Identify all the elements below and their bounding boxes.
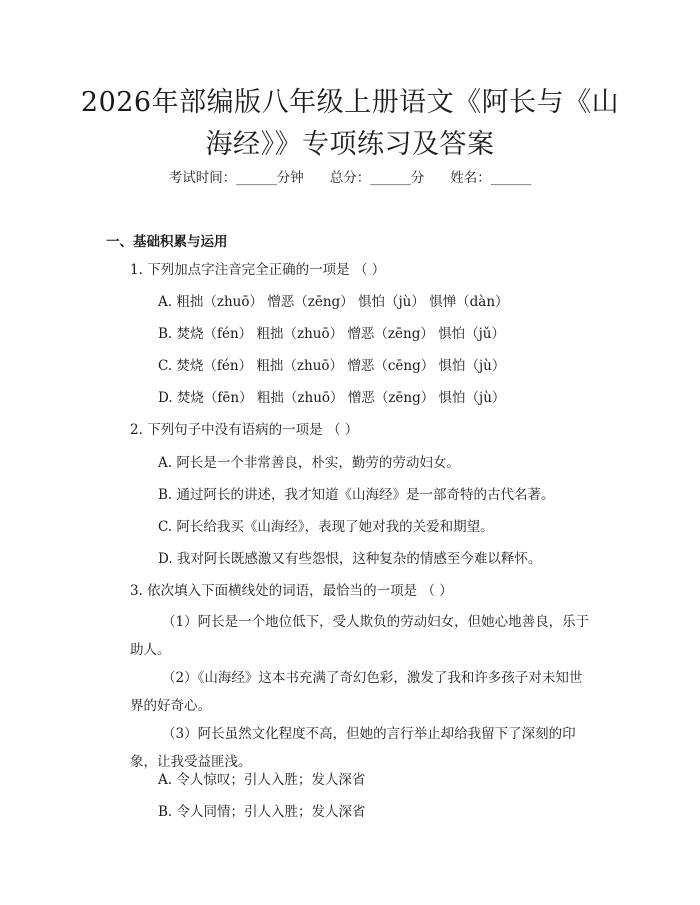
question-1-option-c: C. 焚烧（fén） 粗拙（zhuō） 憎恶（cēng） 惧怕（jù）: [158, 358, 506, 374]
question-2-option-b: B. 通过阿长的讲述，我才知道《山海经》是一部奇特的古代名著。: [158, 487, 555, 503]
question-3-paragraph-3: （3）阿长虽然文化程度不高，但她的言行举止却给我留下了深刻的印象，让我受益匪浅。: [130, 726, 576, 770]
exam-name: 姓名：______: [450, 170, 532, 186]
exam-score: 总分：______分: [329, 170, 425, 186]
question-3-paragraph-2: （2）《山海经》这本书充满了奇幻色彩，激发了我和许多孩子对未知世界的好奇心。: [130, 670, 583, 714]
question-1-option-a: A. 粗拙（zhuō） 憎恶（zēng） 惧怕（jù） 惧惮（dàn）: [158, 294, 509, 310]
section-heading: 一、基础积累与运用: [106, 234, 228, 250]
question-2-option-a: A. 阿长是一个非常善良，朴实，勤劳的劳动妇女。: [158, 455, 460, 471]
question-2-option-d: D. 我对阿长既感激又有些怨恨，这种复杂的情感至今难以释怀。: [158, 551, 542, 567]
question-3-option-a: A. 令人惊叹；引人入胜；发人深省: [158, 772, 366, 788]
exam-info: [0, 168, 700, 188]
question-3-paragraph-1: （1）阿长是一个地位低下，受人欺负的劳动妇女，但她心地善良，乐于助人。: [130, 614, 590, 658]
question-1-stem: 1. 下列加点字注音完全正确的一项是 （ ）: [130, 262, 386, 278]
question-3-option-b: B. 令人同情；引人入胜；发人深省: [158, 804, 366, 820]
question-3-stem: 3. 依次填入下面横线处的词语，最恰当的一项是 （ ）: [130, 583, 453, 599]
question-1-option-b: B. 焚烧（fén） 粗拙（zhuō） 憎恶（zēng） 惧怕（jǔ）: [158, 326, 506, 342]
question-2-option-c: C. 阿长给我买《山海经》，表现了她对我的关爱和期望。: [158, 519, 494, 535]
exam-time: 考试时间：______分钟: [168, 170, 304, 186]
question-1-option-d: D. 焚烧（fēn） 粗拙（zhuō） 憎恶（zēng） 惧怕（jù）: [158, 390, 506, 406]
question-2-stem: 2. 下列句子中没有语病的一项是 （ ）: [130, 422, 359, 438]
document-title: 2026年部编版八年级上册语文《阿长与《山海经》》专项练习及答案: [80, 87, 620, 160]
